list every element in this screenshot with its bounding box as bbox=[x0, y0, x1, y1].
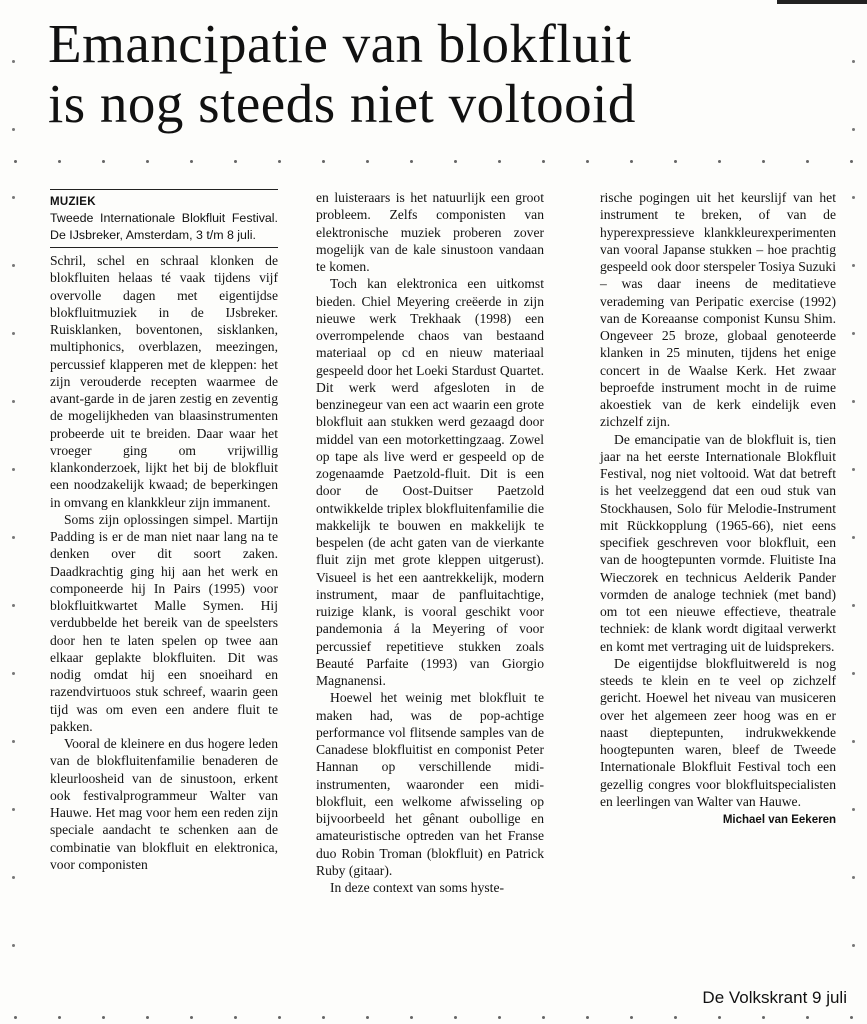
dot bbox=[674, 1016, 677, 1019]
dot bbox=[852, 196, 855, 199]
dot bbox=[852, 808, 855, 811]
dot bbox=[410, 1016, 413, 1019]
paragraph: rische pogingen uit het keurslijf van het instrument te breken, of van de hyperexpressieve klankkleurexperimenten van vooral Japanse stukken – hoe prachtig gespeeld ook door sterspeler Tosiya Suzuki – was daar ineens de meditatieve verademing van Peripatic exercise (1992) van de Koreaanse componist Kunsu Shim. Ongeveer 25 broze, globaal genoteerde klanken in 25 minuten, tijdens het enige concert in de Waalse Kerk. Het zwaar beproefde instrument mocht in de ruime akoestiek van de kerk eindelijk even zichzelf zijn. bbox=[600, 190, 836, 430]
paragraph: De eigentijdse blokfluitwereld is nog steeds te klein en te veel op zichzelf gericht. Hoewel het niveau van musiceren over het algemeen zeer hoog was en er naast dieptepunten, indrukwekkende hoogtepunten waren, bleef de Tweede Internationale Blokfluit Festival toch een gezellig congres voor blokfluitspecialisten en leerlingen van Walter van Hauwe. bbox=[600, 655, 836, 809]
dot bbox=[12, 808, 15, 811]
headline-line-1: Emancipatie van blokfluit bbox=[48, 13, 632, 74]
dot bbox=[852, 400, 855, 403]
paragraph: De emancipatie van de blokfluit is, tien jaar na het eerste Internationale Blokfluit Festival, nog niet voltooid. Wat dat betreft is het veelzeggend dat een oud stuk van Stockhausen, Solo für Melodie-Instrument mit Rückkopplung (1965-66), niet eens specifiek geschreven voor blokfluit, een van de hoogtepunten vormde. Fluitiste Ina Wieczorek en technicus Aelderik Pander vormden de analoge techniek (met band) om tot een nieuwe effectieve, theatrale techniek: de klank wordt digitaal verwerkt en komt met vertraging uit de luidsprekers. bbox=[600, 431, 836, 654]
dot bbox=[12, 944, 15, 947]
dot bbox=[630, 160, 633, 163]
headline-line-2: is nog steeds niet voltooid bbox=[48, 73, 636, 134]
dot bbox=[454, 160, 457, 163]
dot bbox=[762, 160, 765, 163]
margin-dots-left bbox=[12, 60, 16, 1000]
dot bbox=[586, 1016, 589, 1019]
scan-edge-mark bbox=[777, 0, 867, 4]
dot bbox=[806, 160, 809, 163]
article-column-3 bbox=[600, 189, 836, 829]
dot bbox=[410, 160, 413, 163]
header-rule bbox=[50, 189, 278, 190]
dot bbox=[852, 468, 855, 471]
dot bbox=[852, 128, 855, 131]
dot bbox=[852, 876, 855, 879]
dot bbox=[190, 1016, 193, 1019]
dot bbox=[762, 1016, 765, 1019]
dot bbox=[630, 1016, 633, 1019]
dot bbox=[102, 160, 105, 163]
margin-dots-right bbox=[852, 60, 856, 960]
dot bbox=[278, 160, 281, 163]
dot bbox=[852, 536, 855, 539]
dot bbox=[12, 876, 15, 879]
paragraph: Soms zijn oplossingen simpel. Martijn Padding is er de man niet naar lang na te denken over dit soort zaken. Daadkrachtig ging hij aan het werk en componeerde hij In Pairs (1995) voor blokfluitkwartet Malle Symen. Hij verdubbelde het bereik van de speelsters door hen te laten spelen op twee aan elkaar geplakte blokfluiten. Dit was nodig omdat hij een snoeihard en razendvirtuoos stuk schreef, waarin geen tijd was om even een andere fluit te pakken. bbox=[50, 511, 278, 734]
dot bbox=[498, 1016, 501, 1019]
dot bbox=[852, 604, 855, 607]
event-info: Tweede Internationale Blokfluit Festival. De IJsbreker, Amsterdam, 3 t/m 8 juli. bbox=[50, 211, 278, 242]
dot bbox=[322, 160, 325, 163]
dot bbox=[146, 1016, 149, 1019]
dotted-footer bbox=[14, 1016, 853, 1020]
paragraph: Hoewel het weinig met blokfluit te maken had, was de pop-achtige performance vol flitsende samples van de Canadese blokfluitist en componist Peter Hannan op verschillende midi-instrumenten, waaronder een midi-blokfluit, een welkome afwisseling op bijvoorbeeld het gênant oubollige en amateuristische optreden van het Franse duo Robin Troman (blokfluit) en Patrick Ruby (gitaar). bbox=[316, 690, 544, 878]
dot bbox=[234, 1016, 237, 1019]
article-column-2 bbox=[316, 189, 544, 896]
paragraph: Toch kan elektronica een uitkomst bieden. Chiel Meyering creëerde in zijn nieuwe werk Trekhaak (1998) een overrompelende chaos van bestaand materiaal op cd en nieuw materiaal gespeeld door het Loeki Stardust Quartet. Dit werk werd afgesloten in de benzinegeur van een act waarin een grote blokfluit aan stukken werd gezaagd door middel van een motorkettingzaag. Zowel op tape als live werd er gespeeld op de zogenaamde Paetzold-fluit. Dit is een door de Oost-Duitser Paetzold ontwikkelde triplex blokfluitenfamilie die makkelijk te bouwen en makkelijk te bespelen (de acht gaten van de vierkante fluit zijn met grote kleppen uitgerust). Visueel is het een aantrekkelijk, modern instrument, maar de panfluitachtige, ruizige klank, is vooral geschikt voor pandemonia á la Meyering of voor percussief repetitieve stukken zoals Beauté Parfaite (1993) van Giorgio Magnanensi. bbox=[316, 276, 544, 688]
dot bbox=[542, 160, 545, 163]
dot bbox=[58, 160, 61, 163]
dot bbox=[12, 332, 15, 335]
byline: Michael van Eekeren bbox=[722, 814, 836, 826]
dot bbox=[586, 160, 589, 163]
paragraph: en luisteraars is het natuurlijk een groot probleem. Zelfs componisten van elektronische muziek proberen zover mogelijk van de kale sinustoon vandaan te komen. bbox=[316, 190, 544, 274]
section-label: MUZIEK bbox=[50, 196, 96, 208]
dot bbox=[454, 1016, 457, 1019]
dot bbox=[718, 1016, 721, 1019]
dot bbox=[852, 60, 855, 63]
dot bbox=[12, 196, 15, 199]
paragraph: In deze context van soms hyste- bbox=[330, 880, 505, 895]
dot bbox=[806, 1016, 809, 1019]
dot bbox=[14, 1016, 17, 1019]
article-column-1 bbox=[50, 189, 278, 873]
dotted-separator bbox=[14, 160, 853, 164]
paragraph: Schril, schel en schraal klonken de blokfluiten helaas té vaak tijdens vijf overvolle dagen met eigentijdse blokfluitmuziek in de IJsbreker. Ruisklanken, boventonen, sisklanken, multiphonics, overblazen, meezingen, percussief klapperen met de kleppen: het zijn verouderde recepten waarmee de avant-garde in de jaren zestig en zeventig de mogelijkheden van blaasinstrumenten probeerde uit te breiden. Daar waar het vroeger ging om vrijwillig klankonderzoek, lijkt het bij de blokfluit een noodzakelijk kwaad; de beperkingen in omvang en klankkleur zijn immanent. bbox=[50, 253, 278, 510]
dot bbox=[12, 468, 15, 471]
dot bbox=[366, 160, 369, 163]
dot bbox=[12, 60, 15, 63]
dot bbox=[852, 740, 855, 743]
dot bbox=[12, 128, 15, 131]
dot bbox=[852, 264, 855, 267]
dot bbox=[850, 1016, 853, 1019]
dot bbox=[852, 332, 855, 335]
info-rule bbox=[50, 247, 278, 248]
headline bbox=[48, 14, 848, 134]
dot bbox=[498, 160, 501, 163]
dot bbox=[190, 160, 193, 163]
dot bbox=[852, 672, 855, 675]
source-note: De Volkskrant 9 juli bbox=[702, 988, 847, 1007]
dot bbox=[366, 1016, 369, 1019]
dot bbox=[852, 944, 855, 947]
dot bbox=[146, 160, 149, 163]
dot bbox=[322, 1016, 325, 1019]
dot bbox=[718, 160, 721, 163]
dot bbox=[12, 536, 15, 539]
paragraph: Vooral de kleinere en dus hogere leden van de blokfluitenfamilie benaderen de kleurloosheid van de sinustoon, erkent ook festivalprogrammeur Walter van Hauwe. Het mag voor hem een reden zijn speciale aandacht te schenken aan de combinatie van blokfluit en elektronica, voor componisten bbox=[50, 736, 278, 872]
dot bbox=[102, 1016, 105, 1019]
dot bbox=[674, 160, 677, 163]
dot bbox=[12, 672, 15, 675]
dot bbox=[12, 264, 15, 267]
dot bbox=[278, 1016, 281, 1019]
dot bbox=[542, 1016, 545, 1019]
dot bbox=[12, 740, 15, 743]
dot bbox=[12, 604, 15, 607]
dot bbox=[234, 160, 237, 163]
dot bbox=[58, 1016, 61, 1019]
dot bbox=[12, 400, 15, 403]
